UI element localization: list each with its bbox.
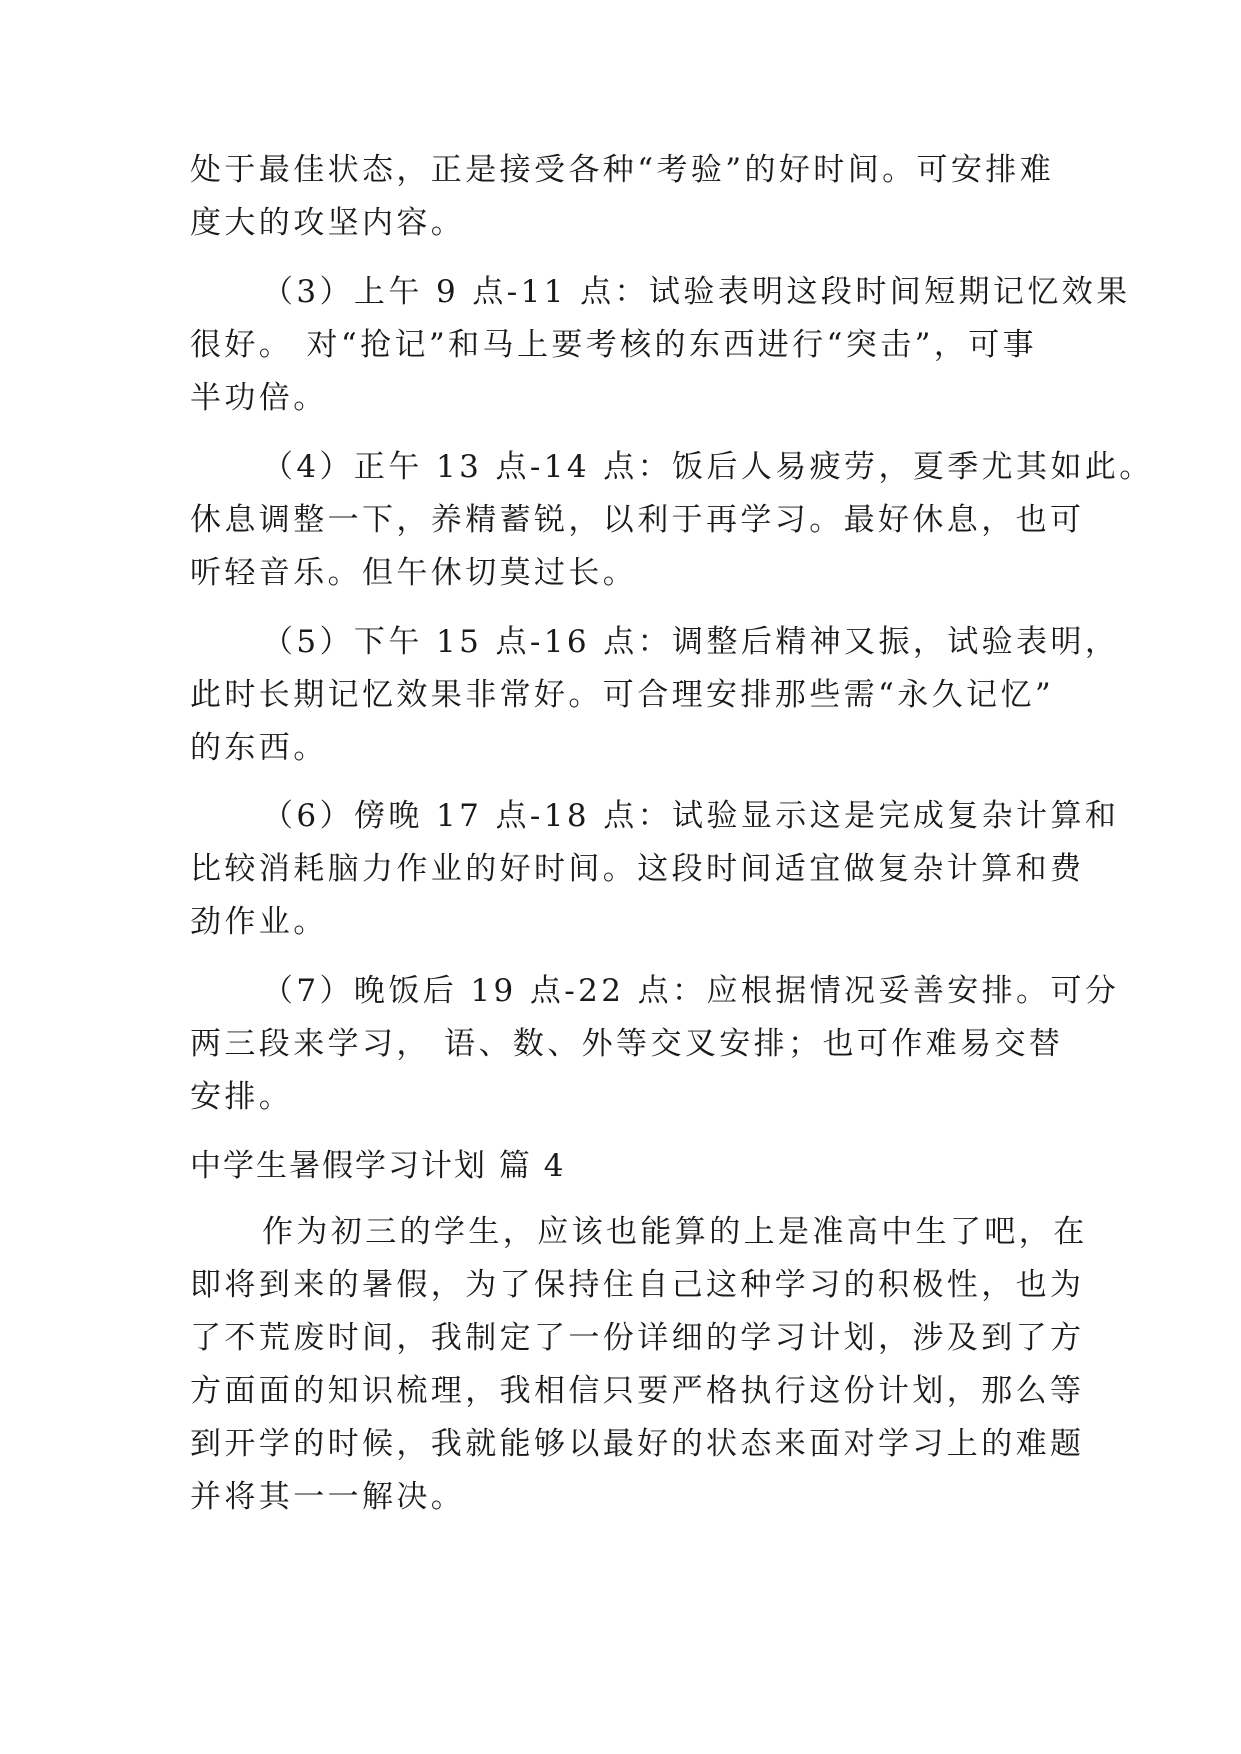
text-line: 听轻音乐。但午休切莫过长。 xyxy=(190,555,638,591)
text-line: 到开学的时候，我就能够以最好的状态来面对学习上的难题 xyxy=(190,1426,1085,1462)
text-line: 此时长期记忆效果非常好。可合理安排那些需“永久记忆” xyxy=(190,677,1055,713)
text-line: 很好。 对“抢记”和马上要考核的东西进行“突击”，可事 xyxy=(190,327,1038,363)
list-item-5: （5）下午 15 点-16 点：调整后精神又振，试验表明， xyxy=(262,624,1120,660)
text-line: 度大的攻坚内容。 xyxy=(190,205,466,241)
text-line: 的东西。 xyxy=(190,730,328,766)
list-item-7: （7）晚饭后 19 点-22 点：应根据情况妥善安排。可分 xyxy=(262,973,1120,1009)
text-line: 两三段来学习， 语、数、外等交叉安排；也可作难易交替 xyxy=(190,1026,1064,1062)
paragraph-start: 作为初三的学生，应该也能算的上是准高中生了吧，在 xyxy=(262,1214,1088,1250)
text-line: 劲作业。 xyxy=(190,904,328,940)
list-item-4: （4）正午 13 点-14 点：饭后人易疲劳，夏季尤其如此。 xyxy=(262,449,1154,485)
section-heading: 中学生暑假学习计划 篇 4 xyxy=(190,1148,566,1184)
text-line: 比较消耗脑力作业的好时间。这段时间适宜做复杂计算和费 xyxy=(190,851,1085,887)
text-line: 休息调整一下，养精蓄锐，以利于再学习。最好休息，也可 xyxy=(190,502,1085,538)
text-line: 即将到来的暑假，为了保持住自己这种学习的积极性，也为 xyxy=(190,1267,1085,1303)
text-line: 安排。 xyxy=(190,1079,294,1115)
list-item-3: （3）上午 9 点-11 点：试验表明这段时间短期记忆效果 xyxy=(262,274,1131,310)
text-line: 并将其一一解决。 xyxy=(190,1479,466,1515)
text-line: 半功倍。 xyxy=(190,380,328,416)
list-item-6: （6）傍晚 17 点-18 点：试验显示这是完成复杂计算和 xyxy=(262,798,1120,834)
text-line: 处于最佳状态，正是接受各种“考验”的好时间。可安排难 xyxy=(190,152,1055,188)
text-line: 方面面的知识梳理，我相信只要严格执行这份计划，那么等 xyxy=(190,1373,1085,1409)
text-line: 了不荒废时间，我制定了一份详细的学习计划，涉及到了方 xyxy=(190,1320,1085,1356)
